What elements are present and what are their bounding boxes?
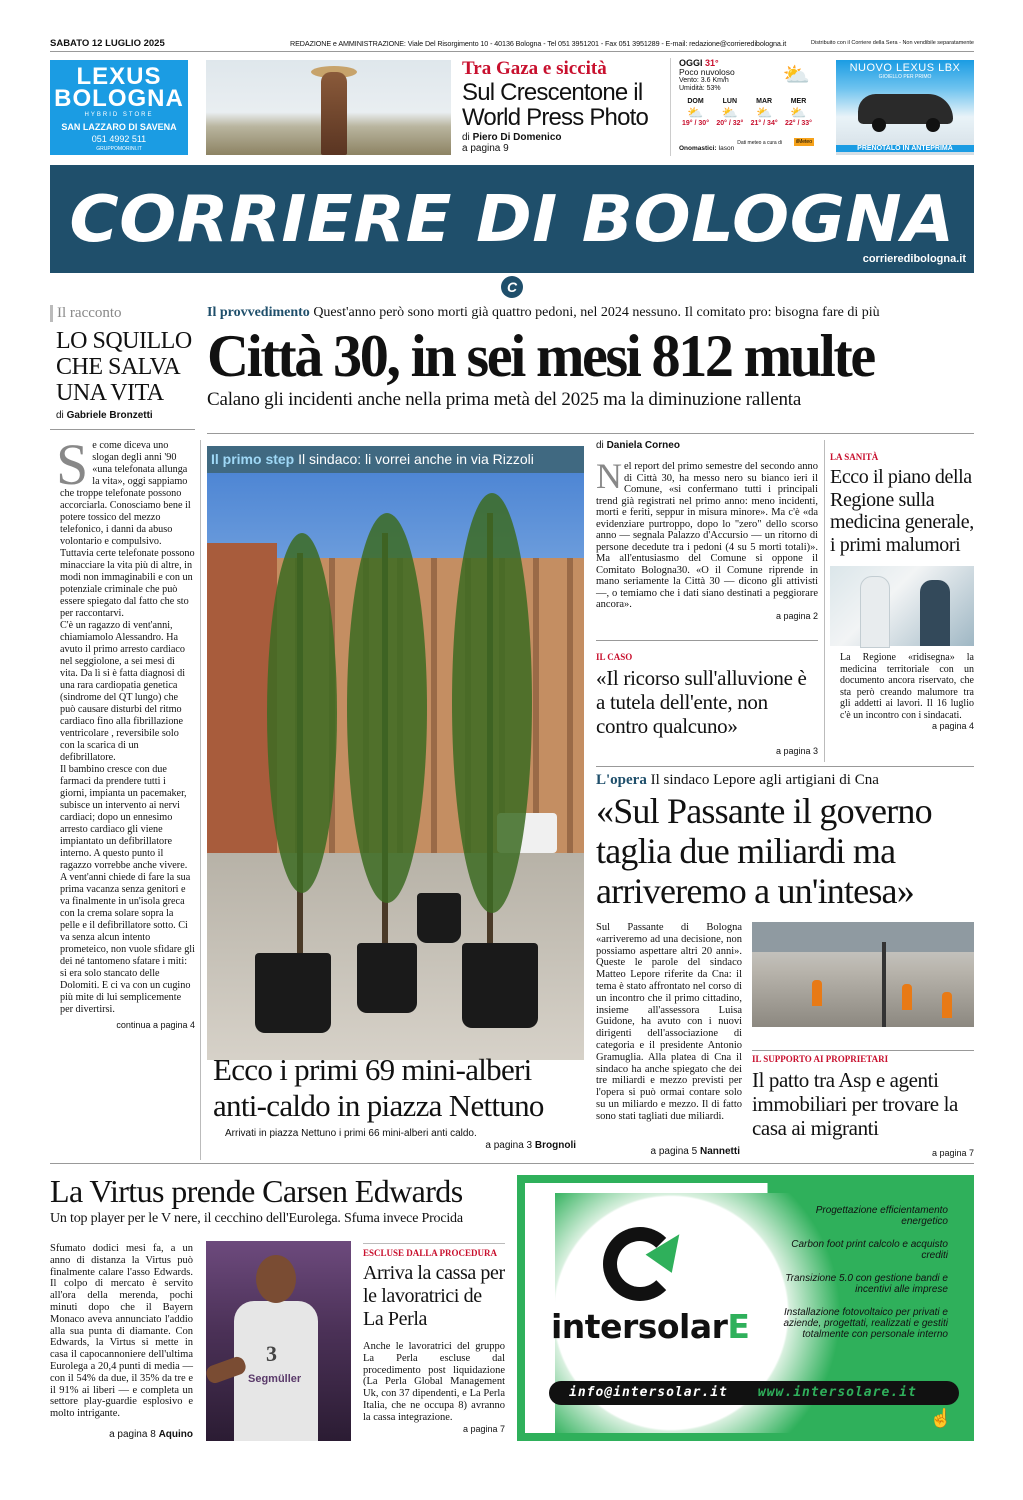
teaser-byline-prefix: di	[462, 132, 470, 143]
ad-service: Installazione fotovoltaico per privati e aziende, progettati, realizzati e gestiti totalmente con personale interno	[783, 1307, 948, 1340]
partly-cloudy-icon: ⛅	[756, 105, 773, 120]
lead-headline: Città 30, in sei mesi 812 multe	[207, 323, 874, 389]
virtus-headline: La Virtus prende Carsen Edwards	[50, 1173, 463, 1209]
forecast-day: MAR ⛅ 21° / 34°	[748, 98, 781, 127]
forecast-day: MER ⛅ 22° / 33°	[782, 98, 815, 127]
ad-lexus-site: GRUPPOMORINI.IT	[96, 146, 142, 152]
weather-today-temp: 31°	[705, 58, 719, 68]
page-ref: a pagina 5	[650, 1146, 698, 1157]
ad-services-list	[778, 1205, 948, 1352]
ad-car-line1: NUOVO LEXUS LBX	[849, 62, 961, 74]
partly-cloudy-icon: ⛅	[721, 105, 738, 120]
column-kicker: Il racconto	[50, 305, 195, 322]
virtus-subhead: Un top player per le V nere, il cecchino dell'Eurolega. Sfuma invece Procida	[50, 1211, 463, 1226]
ad-lexus-line1: LEXUS	[76, 63, 162, 90]
column-author: Gabriele Bronzetti	[66, 410, 153, 421]
drop-cap: N	[596, 456, 622, 496]
tag-text: Il sindaco: li vorrei anche in via Rizzoli	[298, 451, 534, 467]
car-image	[858, 94, 953, 124]
doctor-photo	[830, 566, 974, 646]
ad-car-cta: PRENOTALO IN ANTEPRIMA	[836, 145, 974, 152]
divider	[50, 1163, 974, 1164]
opera-kicker-text: Il sindaco Lepore agli artigiani di Cna	[650, 772, 879, 788]
sanita-kicker: LA SANITÀ	[830, 452, 879, 462]
page-ref: a pagina 3	[775, 746, 818, 756]
divider	[207, 433, 974, 434]
ad-lexus-bologna[interactable]	[50, 60, 188, 155]
tag-label: Il primo step	[211, 451, 295, 467]
page-ref: a pagina 4	[931, 721, 974, 731]
perla-body: Anche le lavoratrici del gruppo La Perla escluse dal procedimento post liquidazione (La Perla Global Management Uk, con 37 dipendenti, e La Perla Italia, che ne occupa 8) avranno la cassa integrazione.	[363, 1341, 505, 1423]
ad-lexus-line4: SAN LAZZARO DI SAVENA	[61, 122, 177, 132]
divider	[596, 640, 818, 641]
page-author: Nannetti	[700, 1146, 740, 1157]
lead-kicker-text: Quest'anno però sono morti già quattro pedoni, nel 2024 nessuno. Il comitato pro: bisogna fare di più	[313, 305, 880, 320]
sanita-body: La Regione «ridisegna» la medicina territoriale con un documento ancora riservato, che sta però creando malumore tra gli addetti ai lavori. Il 16 luglio c'è un incontro con i sindacati.	[840, 652, 974, 721]
ad-service: Progettazione efficientamento energetico	[815, 1205, 948, 1227]
page-ref: a pagina 7	[931, 1148, 974, 1158]
meteo-credit: Dati meteo a cura di	[737, 140, 782, 146]
ad-service: Transizione 5.0 con gestione bandi e incentivi alle imprese	[785, 1273, 948, 1295]
carsen-edwards-photo	[206, 1241, 351, 1441]
lead-body	[596, 456, 818, 611]
perla-headline: Arriva la cassa per le lavoratrici de La Perla	[363, 1262, 505, 1330]
page-author: Brognoli	[534, 1140, 576, 1151]
jersey-number: 3	[266, 1341, 277, 1366]
teaser-headline: Sul Crescentone il World Press Photo	[462, 79, 649, 131]
continued-ref: continua a pagina 4	[116, 1020, 195, 1030]
world-press-photo-image	[206, 60, 451, 155]
opera-body: Sul Passante di Bologna «arriveremo ad una decisione, non possiamo aspettare altri 20 anni». Queste le parole del sindaco Matteo Lepore riferite da Cna: il tema è stato affrontato nel corso di un incontro che il primo cittadino, insieme all'assessora Luisa Guidone, ha avuto con i nuovi dirigenti dell'associazione di categoria e il presidente Antonio Gramuglia. Alla platea di Cna il sindaco ha anche spiegato che dei tre miliardi e mezzo previsti per l'opera si può ormai contare solo su un miliardo e mezzo. Il di fatto sono stati tagliati due miliardi.	[596, 922, 742, 1122]
onomastici-value: Iason	[718, 145, 735, 152]
teaser-kicker: Tra Gaza e siccità	[462, 58, 607, 79]
supporto-headline: Il patto tra Asp e agenti immobiliari per trovare la casa ai migranti	[752, 1068, 958, 1140]
teaser-page-ref: a pagina 9	[462, 143, 509, 154]
piazza-nettuno-photo	[207, 473, 584, 1060]
page-ref: a pagina 7	[462, 1423, 505, 1434]
opera-kicker-label: L'opera	[596, 772, 647, 788]
teaser-author: Piero Di Domenico	[472, 132, 562, 143]
photo-story-tag	[207, 446, 584, 473]
story-passante[interactable]	[596, 772, 974, 1158]
story-la-sanita[interactable]	[830, 452, 974, 731]
issue-date: SABATO 12 LUGLIO 2025	[50, 38, 165, 49]
supporto-kicker: IL SUPPORTO AI PROPRIETARI	[752, 1054, 889, 1064]
photo-story-headline: Ecco i primi 69 mini-alberi anti-caldo in piazza Nettuno	[213, 1052, 544, 1123]
top-bar	[50, 38, 974, 52]
intersolare-brand: intersolarE	[551, 1307, 750, 1346]
ad-intersolare[interactable]	[517, 1175, 974, 1441]
teaser-world-press-photo[interactable]	[462, 58, 667, 154]
ad-lexus-phone: 051 4992 511	[91, 134, 147, 144]
column-body	[50, 432, 195, 1016]
ad-email[interactable]: info@intersolar.it	[569, 1385, 728, 1400]
story-il-caso[interactable]	[596, 652, 818, 756]
column-text: e come diceva uno slogan degli anni '90 «una telefonata allunga la vita», oggi sappiamo che troppe telefonate possono accorciarla. Conosciamo bene il potere tossico del mezzo telefonico, i danni da abuso volontario e compulsivo. Tuttavia certe telefonate possono minacciare la vita più di altre, in modi non immaginabili e con un potenziale criminale che può essere spiegato dal fatto che sto per raccontarvi. C'è un ragazzo di vent'anni, chiamiamolo Alessandro. Ha avuto il primo arresto cardiaco nel seggiolone, a sei mesi di vita. Da lì si è fatta diagnosi di una rara cardiopatia genetica (sindrome del QT lungo) che può causare disturbi del ritmo cardiaco fino alla fibrillazione ventricolare , reversibile solo con la scarica di un defibrillatore. Il bambino cresce con due farmaci da prendere tutti i giorni, impianta un pacemaker, subisce un intervento ai nervi cardiaci; dopo un ennesimo arresto cardiaco gli viene impiantato un defibrillatore interno. A questo punto il ragazzo vorrebbe anche vivere. A vent'anni chiede di fare la sua prima vacanza senza genitori e va finalmente in un'isola greca con la crema solare sopra la pelle e il defibrillatore sotto. Ci va senza alcun intento prometeico, non vuole sfidare gli dei né tantomeno sfatare i miti: si era solo stancato delle Dolomiti. E ci va con un cugino più mite di lui semplicemente per divertirsi.	[60, 440, 195, 1015]
page-ref: a pagina 8	[109, 1429, 156, 1440]
byline-prefix: di	[56, 410, 64, 421]
weather-box	[670, 58, 818, 156]
perla-kicker: ESCLUSE DALLA PROCEDURA	[363, 1243, 505, 1258]
ad-car-line2: GIOIELLO PER PRIMO	[878, 74, 932, 80]
newspaper-title: CORRIERE DI BOLOGNA	[69, 183, 955, 257]
lead-story[interactable]	[207, 305, 974, 411]
ad-lexus-lbx[interactable]	[836, 60, 974, 155]
weather-condition: Poco nuvoloso	[679, 67, 735, 77]
website-url[interactable]: corrieredibologna.it	[862, 253, 966, 265]
editorial-address: REDAZIONE e AMMINISTRAZIONE: Viale Del Risorgimento 10 - 40136 Bologna - Tel 051 3951201 - Fax 051 3951289 - E-mail: redazione@corrieredibologna.it	[290, 39, 787, 48]
story-la-perla[interactable]	[363, 1243, 505, 1434]
ad-service: Carbon foot print calcolo e acquisto crediti	[791, 1239, 948, 1261]
lead-author: Daniela Corneo	[606, 440, 680, 451]
photo-caption: Arrivati in piazza Nettuno i primi 66 mini-alberi anti caldo.	[225, 1128, 477, 1139]
byline-prefix: di	[596, 440, 604, 451]
caso-headline: «Il ricorso sull'alluvione è a tutela dell'ente, non contro qualcuno»	[596, 666, 807, 738]
ad-lexus-line2: BOLOGNA	[54, 85, 184, 112]
partly-cloudy-icon: ⛅	[782, 62, 810, 87]
lead-text: el report del primo semestre del secondo anno di Città 30, ha messo nero su bianco ieri il Comune, «si confermano tutti i principali trend già registrati nel primo anno: meno incidenti, morti e feriti, seppur in misura minore». Ma c'è «da evidenziare purtroppo, dopo lo "zero" dello scorso anno — segnala Palazzo d'Accursio — un ritorno di persone decedute tra i pedoni (4 su 5 morti totali)». Ma all'entusiasmo del Comune si oppone il Comitato Bologna30. «O il Comune riprende in mano seriamente la Città 30 — dicono gli attivisti —, o temiamo che i dati siano destinati a peggiorare ancora».	[596, 461, 818, 610]
jersey-sponsor: Segmüller	[248, 1373, 302, 1385]
divider	[824, 440, 825, 762]
sanita-headline: Ecco il piano della Regione sulla medicina generale, i primi malumori	[830, 466, 974, 556]
forecast-day: DOM ⛅ 19° / 30°	[679, 98, 712, 127]
opera-headline: «Sul Passante il governo taglia due miliardi ma arriveremo a un'intesa»	[596, 791, 932, 911]
caso-kicker: IL CASO	[596, 652, 633, 662]
ad-contact-bar[interactable]	[549, 1381, 959, 1405]
corriere-logo-icon: C	[501, 276, 523, 298]
weather-today-label: OGGI	[679, 58, 703, 68]
divider	[752, 1050, 974, 1051]
distribution-note: Distribuito con il Corriere della Sera - Non vendibile separatamente	[811, 40, 974, 46]
column-title: LO SQUILLO CHE SALVA UNA VITA	[56, 328, 192, 406]
forecast-day: LUN ⛅ 20° / 32°	[713, 98, 746, 127]
ad-lexus-line3: HYBRID STORE	[84, 112, 154, 118]
cursor-click-icon: ☝	[929, 1408, 952, 1428]
page-ref: a pagina 3	[485, 1140, 533, 1151]
divider	[200, 440, 201, 1160]
column-il-racconto[interactable]	[50, 305, 195, 1030]
drop-cap: S	[56, 432, 89, 497]
weather-humidity: Umidità: 53%	[679, 85, 721, 92]
masthead[interactable]	[50, 165, 974, 273]
partly-cloudy-icon: ⛅	[687, 105, 704, 120]
lead-kicker-label: Il provvedimento	[207, 305, 310, 320]
page-ref: a pagina 2	[775, 610, 818, 621]
page-author: Aquino	[158, 1429, 193, 1440]
weather-forecast	[679, 98, 815, 127]
meteo-brand: ilMeteo	[795, 139, 812, 145]
lead-story-body	[596, 440, 818, 621]
divider	[596, 766, 974, 767]
weather-wind: Vento: 3.6 Km/h	[679, 77, 729, 84]
construction-site-photo	[752, 922, 974, 1027]
partly-cloudy-icon: ⛅	[790, 105, 807, 120]
lead-subhead: Calano gli incidenti anche nella prima metà del 2025 ma la diminuzione rallenta	[207, 389, 802, 410]
ad-website[interactable]: www.intersolare.it	[757, 1385, 917, 1400]
photo-story-mini-alberi[interactable]	[207, 440, 584, 1154]
onomastici-label: Onomastici:	[679, 145, 717, 152]
virtus-body: Sfumato dodici mesi fa, a un anno di distanza la Virtus può finalmente calare l'asso Edwards. Il colpo di mercato è servito all'ora della merenda, pochi minuti dopo che il Bayern Monaco aveva annunciato l'addio alla sua punta di diamante. Con Edwards, la Virtus si mette in casa il capocannoniere dell'ultima Eurolega a 20,4 punti di media — con il 54% da due, il 35% da tre e il 91% ai liberi — e completa un settore play-guardie esplosivo e molto intrigante.	[50, 1243, 193, 1420]
